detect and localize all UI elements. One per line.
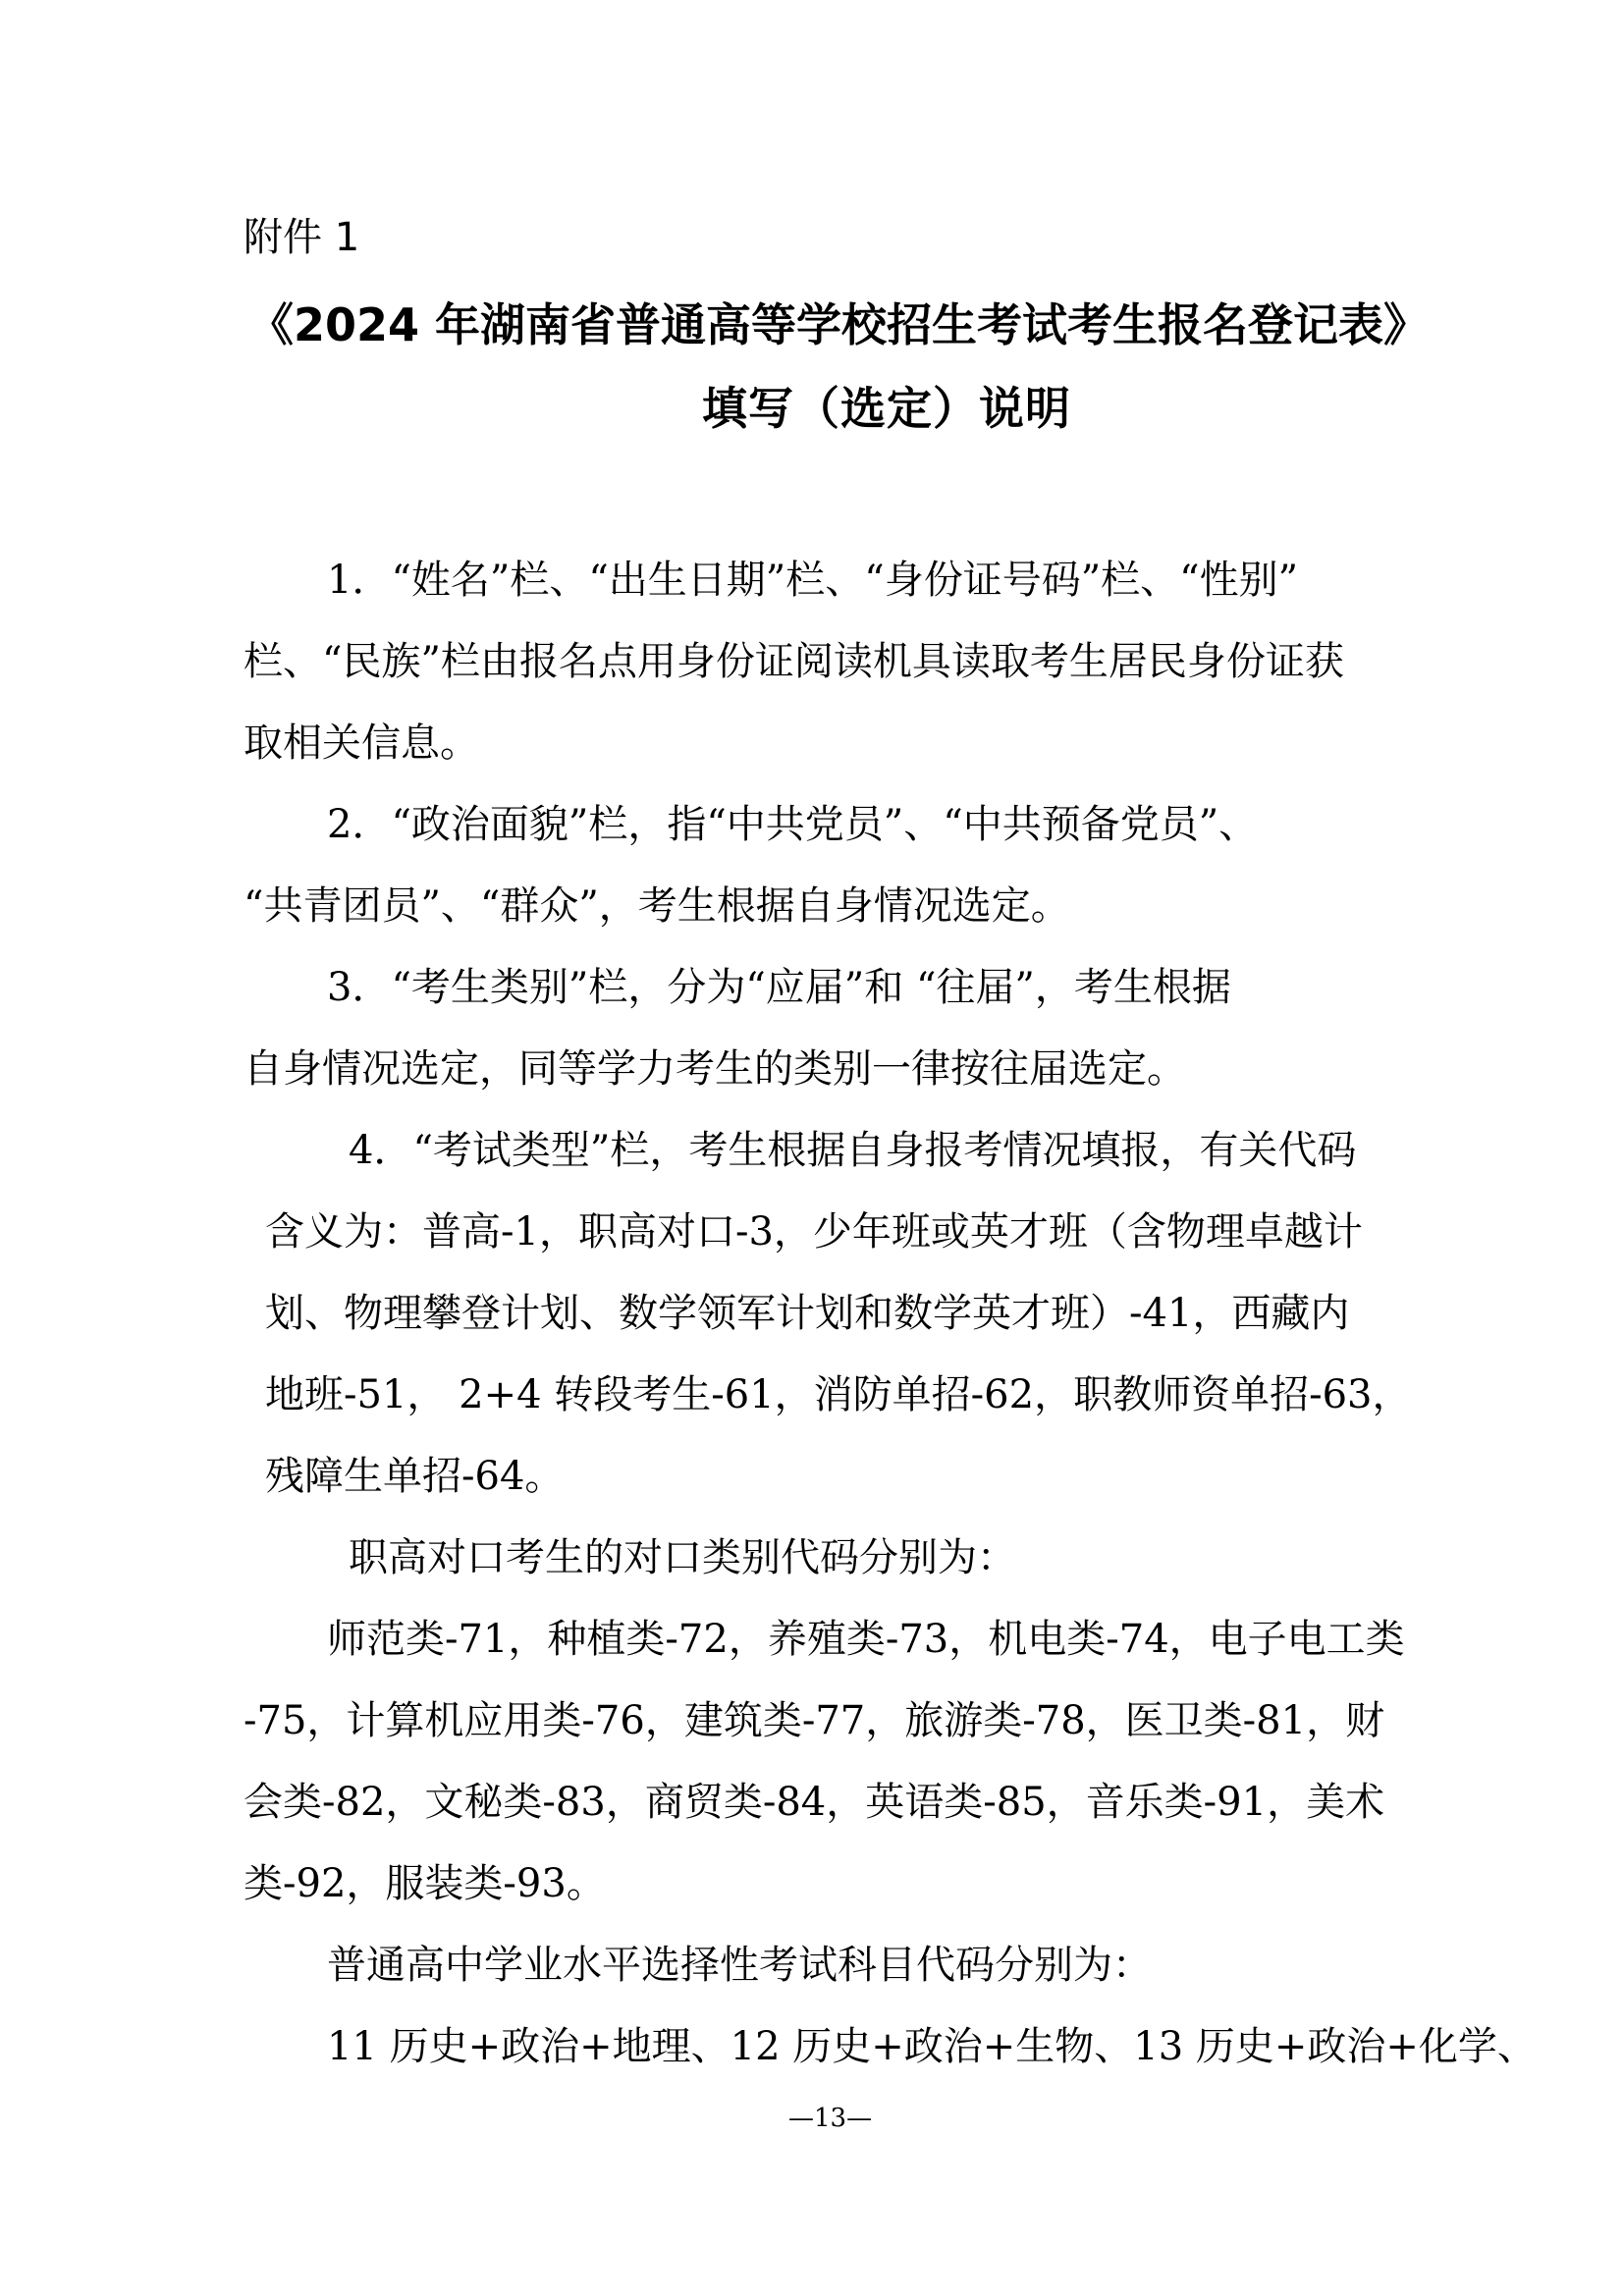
paragraph-line: 师范类-71，种植类-72，养殖类-73，机电类-74，电子电工类: [327, 1617, 1405, 1662]
paragraph-line: 残障生单招-64。: [265, 1454, 565, 1499]
paragraph-line: 自身情况选定，同等学力考生的类别一律按往届选定。: [243, 1046, 1186, 1092]
paragraph-line: 2．“政治面貌”栏，指“中共党员”、“中共预备党员”、: [327, 802, 1259, 847]
paragraph-line: 11 历史+政治+地理、12 历史+政治+生物、13 历史+政治+化学、: [327, 2024, 1537, 2069]
paragraph-line: 地班-51， 2+4 转段考生-61，消防单招-62，职教师资单招-63，: [265, 1372, 1412, 1417]
page-number: —13—: [788, 2104, 873, 2133]
paragraph-line: 类-92，服装类-93。: [243, 1861, 606, 1906]
title-line-2: 填写（选定）说明: [702, 382, 1071, 435]
paragraph-line: 3．“考生类别”栏，分为“应届”和 “往届”，考生根据: [327, 965, 1231, 1010]
attachment-label: 附件 1: [243, 215, 360, 260]
title-line-1: 《2024 年湖南省普通高等学校招生考试考生报名登记表》: [248, 298, 1430, 351]
paragraph-line: 职高对口考生的对口类别代码分别为：: [349, 1535, 1016, 1580]
paragraph-line: 普通高中学业水平选择性考试科目代码分别为：: [327, 1943, 1152, 1988]
paragraph-line: 取相关信息。: [243, 721, 479, 766]
paragraph-line: “共青团员”、“群众”，考生根据自身情况选定。: [243, 883, 1070, 929]
paragraph-line: 4．“考试类型”栏，考生根据自身报考情况填报，有关代码: [349, 1128, 1357, 1173]
paragraph-line: 栏、“民族”栏由报名点用身份证阅读机具读取考生居民身份证获: [243, 639, 1344, 684]
paragraph-line: -75，计算机应用类-76，建筑类-77，旅游类-78，医卫类-81，财: [243, 1698, 1385, 1743]
paragraph-line: 1．“姓名”栏、“出生日期”栏、“身份证号码”栏、“性别”: [327, 558, 1299, 603]
paragraph-line: 划、物理攀登计划、数学领军计划和数学英才班）-41，西藏内: [265, 1291, 1350, 1336]
paragraph-line: 含义为：普高-1，职高对口-3，少年班或英才班（含物理卓越计: [265, 1209, 1363, 1255]
paragraph-line: 会类-82，文秘类-83，商贸类-84，英语类-85，音乐类-91，美术: [243, 1780, 1385, 1825]
